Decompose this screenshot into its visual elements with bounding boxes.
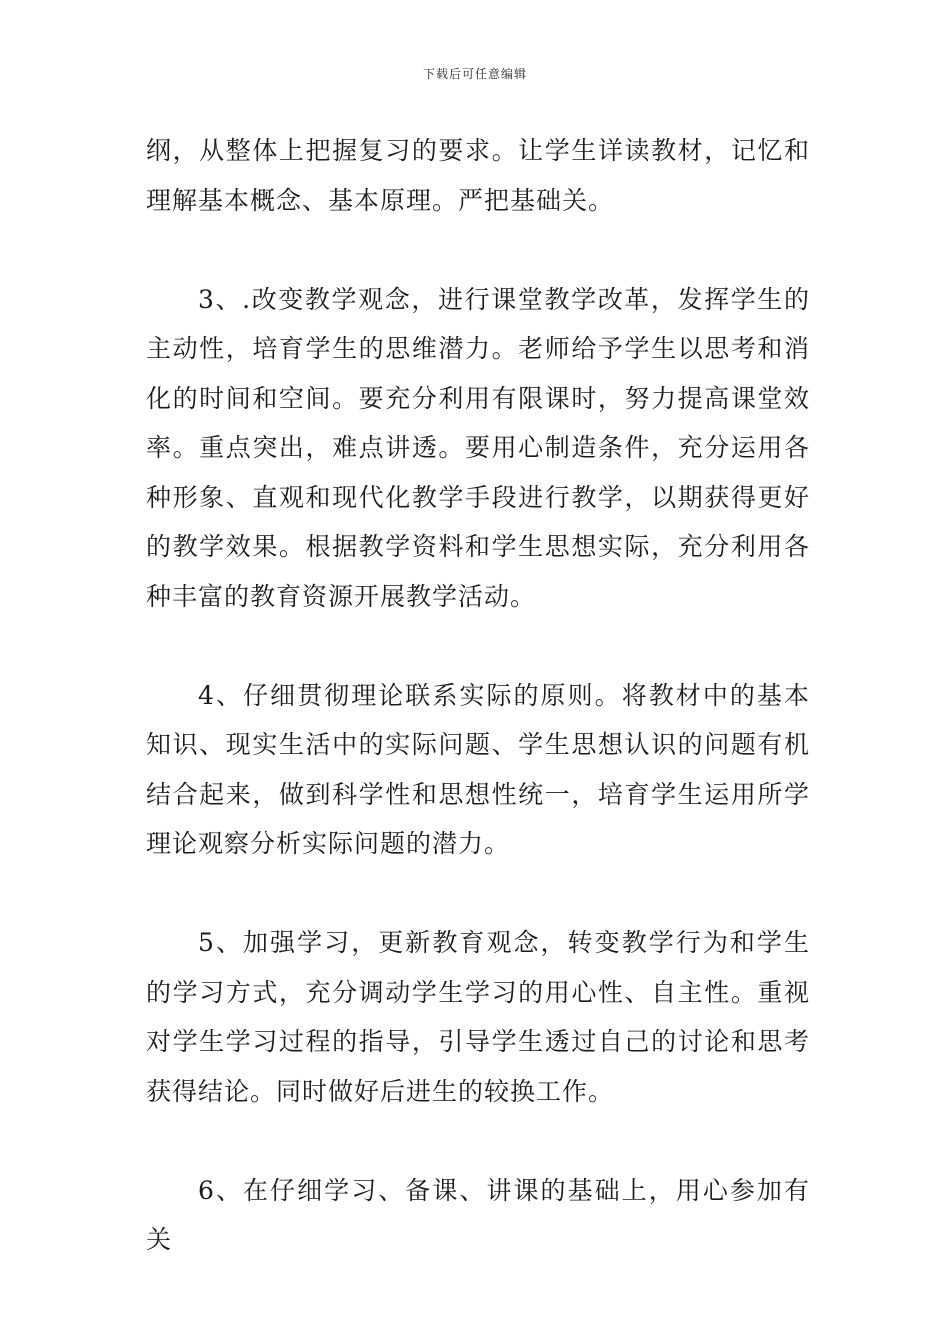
paragraph-item-3: 3、.改变教学观念，进行课堂教学改革，发挥学生的主动性，培育学生的思维潜力。老师给予学生以思考和消化的时间和空间。要充分利用有限课时，努力提高课堂效率。重点突出，难点讲透。要用心制造条件，充分运用各种形象、直观和现代化教学手段进行教学，以期获得更好的教学效果。根据教学资料和学生思想实际，充分利用各种丰富的教育资源开展教学活动。 <box>146 284 810 611</box>
paragraph-gap <box>146 225 810 275</box>
paragraph-item-4: 4、仔细贯彻理论联系实际的原则。将教材中的基本知识、现实生活中的实际问题、学生思想认识的问题有机结合起来，做到科学性和思想性统一，培育学生运用所学理论观察分析实际问题的潜力。 <box>146 680 810 858</box>
document-body <box>146 126 810 1265</box>
page-header-note: 下载后可任意编辑 <box>422 67 527 81</box>
paragraph-item-5: 5、加强学习，更新教育观念，转变教学行为和学生的学习方式，充分调动学生学习的用心性、自主性。重视对学生学习过程的指导，引导学生透过自己的讨论和思考获得结论。同时做好后进生的较换工作。 <box>146 928 810 1106</box>
paragraph-gap <box>146 1116 810 1166</box>
paragraph-gap <box>146 621 810 671</box>
paragraph-item-6: 6、在仔细学习、备课、讲课的基础上，用心参加有关 <box>146 1175 810 1254</box>
paragraph-gap <box>146 869 810 919</box>
paragraph-continuation: 纲，从整体上把握复习的要求。让学生详读教材，记忆和理解基本概念、基本原理。严把基础关。 <box>146 136 810 215</box>
